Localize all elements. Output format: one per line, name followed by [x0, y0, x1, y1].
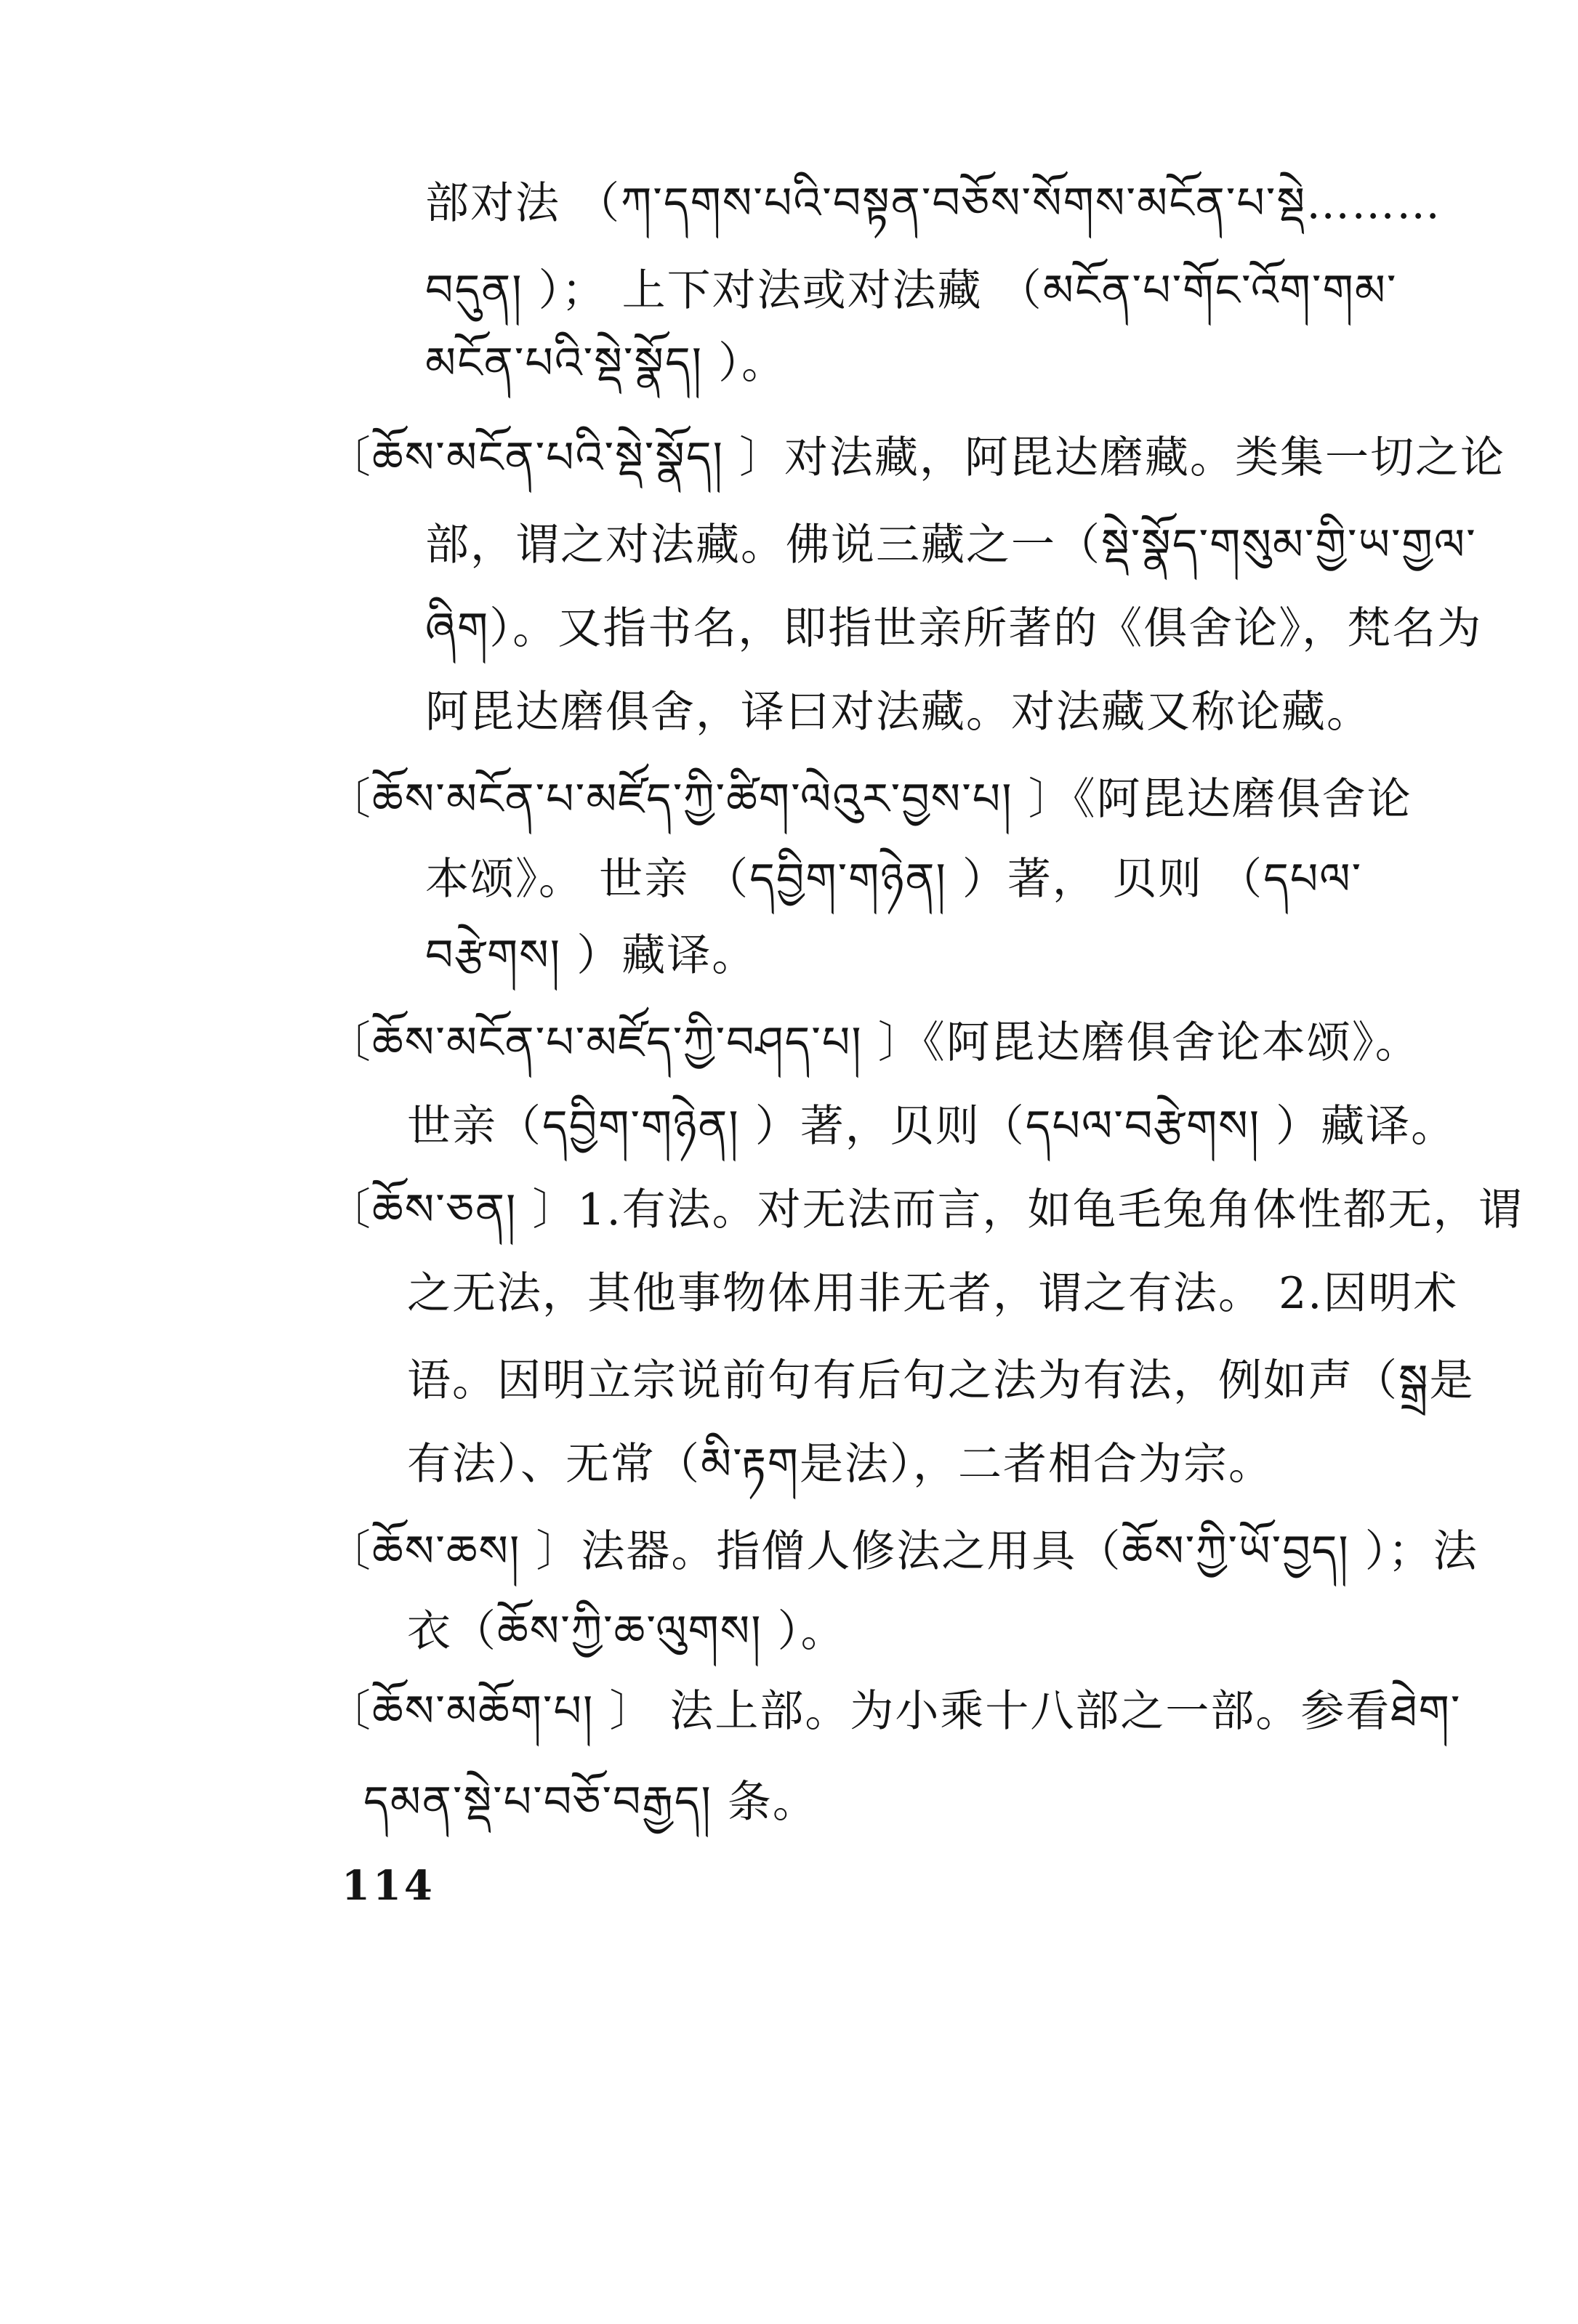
text-line: བདུན། ）； 上下对法或对法藏 （མངོན་པ་གོང་འོག་གམ་ — [425, 265, 1398, 316]
text-line: 部对法 （ཀ་དགས་པའི་བསྟན་བཅོས་སོགས་མངོན་པ་སྡེ……… — [425, 178, 1442, 229]
entry-headword-line: 〔ཆོས་མཆོག་པ། 〕 法上部。为小乘十八部之一部。参看ཐེག་ — [327, 1686, 1462, 1737]
entry-headword-line: 〔ཆོས་མངོན་པ་མཛོད་ཀྱི་བཤད་པ། 〕《阿毘达磨俱舍论本颂》。 — [327, 1017, 1420, 1068]
text-line: མངོན་པའི་སྡེ་སྣོད། ）。 — [425, 338, 787, 389]
text-line: བརྩེགས། ）藏译。 — [425, 930, 757, 981]
entry-headword-line: 〔ཆོས་མངོན་པ་མཛོད་ཀྱི་ཚིག་ལེའུར་བྱས་པ། 〕《阿毘达磨俱舍论 — [327, 774, 1412, 825]
text-line: 语。因明立宗说前句有后句之法为有法，例如声（སྒྲ是 — [407, 1355, 1475, 1406]
text-line: 阿毘达磨俱舍，译曰对法藏。对法藏又称论藏。 — [425, 687, 1372, 738]
text-line: དམན་སྡེ་པ་བཅོ་བརྒྱད། 条。 — [363, 1777, 818, 1828]
text-line: 世亲（དབྱིག་གཉེན། ）著，贝则（དཔལ་བརྩེགས། ）藏译。 — [407, 1101, 1457, 1152]
text-line: 部，谓之对法藏。佛说三藏之一（སྡེ་སྣོད་གསུམ་གྱི་ཡ་གྱལ་ — [425, 520, 1477, 570]
text-line: 衣（ཆོས་ཀྱི་ཆ་ལུགས། ）。 — [407, 1606, 846, 1657]
entry-headword-line: 〔ཆོས་ཅན། 〕1.有法。对无法而言，如龟毛兔角体性都无，谓 — [327, 1185, 1523, 1235]
text-line: 之无法，其他事物体用非无者，谓之有法。 2.因明术 — [407, 1268, 1459, 1319]
entry-headword-line: 〔ཆོས་ཆས། 〕法器。指僧人修法之用具（ཆོས་ཀྱི་ཡོ་བྱད། ）；法 — [327, 1526, 1478, 1577]
page-number: 114 — [342, 1862, 435, 1910]
text-line: 有法）、无常（མི་རྟག是法），二者相合为宗。 — [407, 1439, 1274, 1490]
text-line: ཞིག）。又指书名，即指世亲所著的《俱舍论》，梵名为 — [425, 603, 1483, 654]
text-line: 本颂》。 世亲 （དབྱིག་གཉེན། ）著， 贝则 （དཔལ་ — [425, 854, 1363, 905]
entry-headword-line: 〔ཆོས་མངོན་པའི་སྡེ་སྣོད། 〕对法藏，阿毘达磨藏。类集一切之论 — [327, 432, 1505, 483]
